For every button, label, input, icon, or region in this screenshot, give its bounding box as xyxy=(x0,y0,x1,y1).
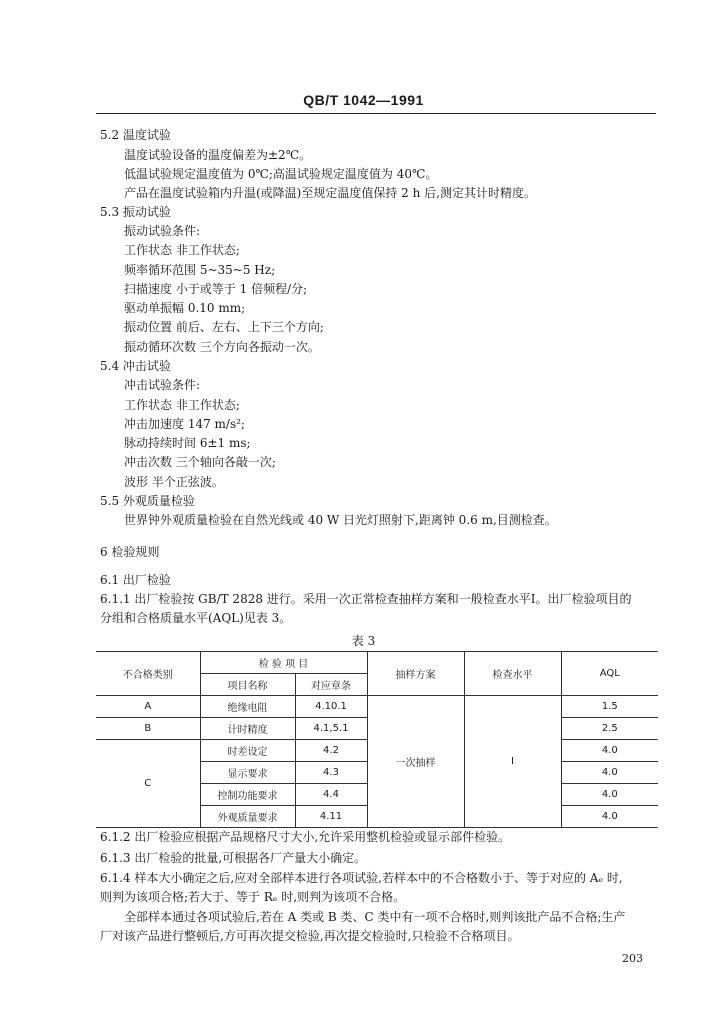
section-6-1-4-line2: 则判为该项合格;若大于、等于 Rₑ 时,则判为该项不合格。 xyxy=(100,890,406,904)
row-aql: 4.0 xyxy=(561,740,658,762)
section-5-4-p3: 冲击加速度 147 m/s²; xyxy=(124,417,245,431)
section-6-paragraph-line2: 厂对该产品进行整顿后,方可再次提交检验,再次提交检验时,只检验不合格项目。 xyxy=(100,929,520,943)
row-level: Ⅰ xyxy=(464,696,561,828)
row-clause: 4.2 xyxy=(295,740,367,762)
section-5-4-p2: 工作状态 非工作状态; xyxy=(124,398,240,412)
section-6-1-1-line2: 分组和合格质量水平(AQL)见表 3。 xyxy=(100,611,292,625)
row-item-name: 计时精度 xyxy=(200,718,295,740)
section-5-3-heading: 5.3 振动试验 xyxy=(100,205,171,219)
section-5-4-p4: 脉动持续时间 6±1 ms; xyxy=(124,436,251,450)
section-5-3-p1: 振动试验条件: xyxy=(124,224,201,238)
section-5-4-heading: 5.4 冲击试验 xyxy=(100,359,171,373)
page-number: 203 xyxy=(622,952,643,965)
section-6-1-1-line1: 6.1.1 出厂检验按 GB/T 2828 进行。采用一次正常检查抽样方案和一般检查水平Ⅰ。出厂检验项目的 xyxy=(100,592,632,606)
row-clause: 4.4 xyxy=(295,784,367,806)
section-6-1-3: 6.1.3 出厂检验的批量,可根据各厂产量大小确定。 xyxy=(100,851,367,865)
header-item-name: 项目名称 xyxy=(200,674,295,696)
header-plan: 抽样方案 xyxy=(367,652,464,696)
header-category: 不合格类别 xyxy=(96,652,200,696)
row-item-name: 外观质量要求 xyxy=(200,806,295,828)
row-clause: 4.3 xyxy=(295,762,367,784)
section-5-5-heading: 5.5 外观质量检验 xyxy=(100,494,195,508)
row-clause: 4.11 xyxy=(295,806,367,828)
section-5-4-p1: 冲击试验条件: xyxy=(124,378,201,392)
section-5-3-p4: 扫描速度 小于或等于 1 倍频程/分; xyxy=(124,282,308,296)
row-clause: 4.10.1 xyxy=(295,696,367,718)
section-5-3-p6: 振动位置 前后、左右、上下三个方向; xyxy=(124,320,324,334)
header-level: 检查水平 xyxy=(464,652,561,696)
table-row xyxy=(96,696,658,718)
section-5-4-p5: 冲击次数 三个轴向各敲一次; xyxy=(124,455,276,469)
header-rule xyxy=(96,113,656,114)
section-6-heading: 6 检验规则 xyxy=(100,545,160,559)
row-plan: 一次抽样 xyxy=(367,696,464,828)
row-category: A xyxy=(96,696,200,718)
row-category: B xyxy=(96,718,200,740)
row-item-name: 显示要求 xyxy=(200,762,295,784)
section-5-2-p3: 产品在温度试验箱内升温(或降温)至规定温度值保持 2 h 后,测定其计时精度。 xyxy=(124,186,536,200)
row-item-name: 时差设定 xyxy=(200,740,295,762)
header-clause: 对应章条 xyxy=(295,674,367,696)
section-5-3-p3: 频率循环范围 5~35~5 Hz; xyxy=(124,263,276,277)
section-6-paragraph-line1: 全部样本通过各项试验后,若在 A 类或 B 类、C 类中有一项不合格时,则判该批产品不合格;生产 xyxy=(124,910,626,924)
table-header-row-1 xyxy=(96,652,658,674)
header-aql: AQL xyxy=(561,652,658,696)
section-5-2-p2: 低温试验规定温度值为 0℃;高温试验规定温度值为 40℃。 xyxy=(124,167,438,181)
row-item-name: 绝缘电阻 xyxy=(200,696,295,718)
page-header: QB/T 1042—1991 xyxy=(303,92,424,108)
section-5-4-p6: 波形 半个正弦波。 xyxy=(124,475,224,489)
row-aql: 4.0 xyxy=(561,806,658,828)
section-5-2-p1: 温度试验设备的温度偏差为±2℃。 xyxy=(124,148,312,162)
section-5-3-p2: 工作状态 非工作状态; xyxy=(124,243,240,257)
section-5-5-p1: 世界钟外观质量检验在自然光线或 40 W 日光灯照射下,距离钟 0.6 m,目测检查。 xyxy=(124,513,557,527)
row-category: C xyxy=(96,740,200,828)
row-clause: 4.1,5.1 xyxy=(295,718,367,740)
row-aql: 4.0 xyxy=(561,784,658,806)
row-aql: 2.5 xyxy=(561,718,658,740)
section-6-1-2: 6.1.2 出厂检验应根据产品规格尺寸大小,允许采用整机检验或显示部件检验。 xyxy=(100,830,511,844)
section-6-1-4-line1: 6.1.4 样本大小确定之后,应对全部样本进行各项试验,若样本中的不合格数小于、等于对应的 Aₑ 时, xyxy=(100,871,623,885)
header-items: 检 验 项 目 xyxy=(200,652,367,674)
section-5-3-p7: 振动循环次数 三个方向各振动一次。 xyxy=(124,340,320,354)
table-3-caption: 表 3 xyxy=(351,634,376,648)
section-6-1-heading: 6.1 出厂检验 xyxy=(100,573,171,587)
table-3 xyxy=(96,651,658,828)
row-aql: 4.0 xyxy=(561,762,658,784)
section-5-2-heading: 5.2 温度试验 xyxy=(100,128,171,142)
row-aql: 1.5 xyxy=(561,696,658,718)
section-5-3-p5: 驱动单振幅 0.10 mm; xyxy=(124,301,246,315)
row-item-name: 控制功能要求 xyxy=(200,784,295,806)
